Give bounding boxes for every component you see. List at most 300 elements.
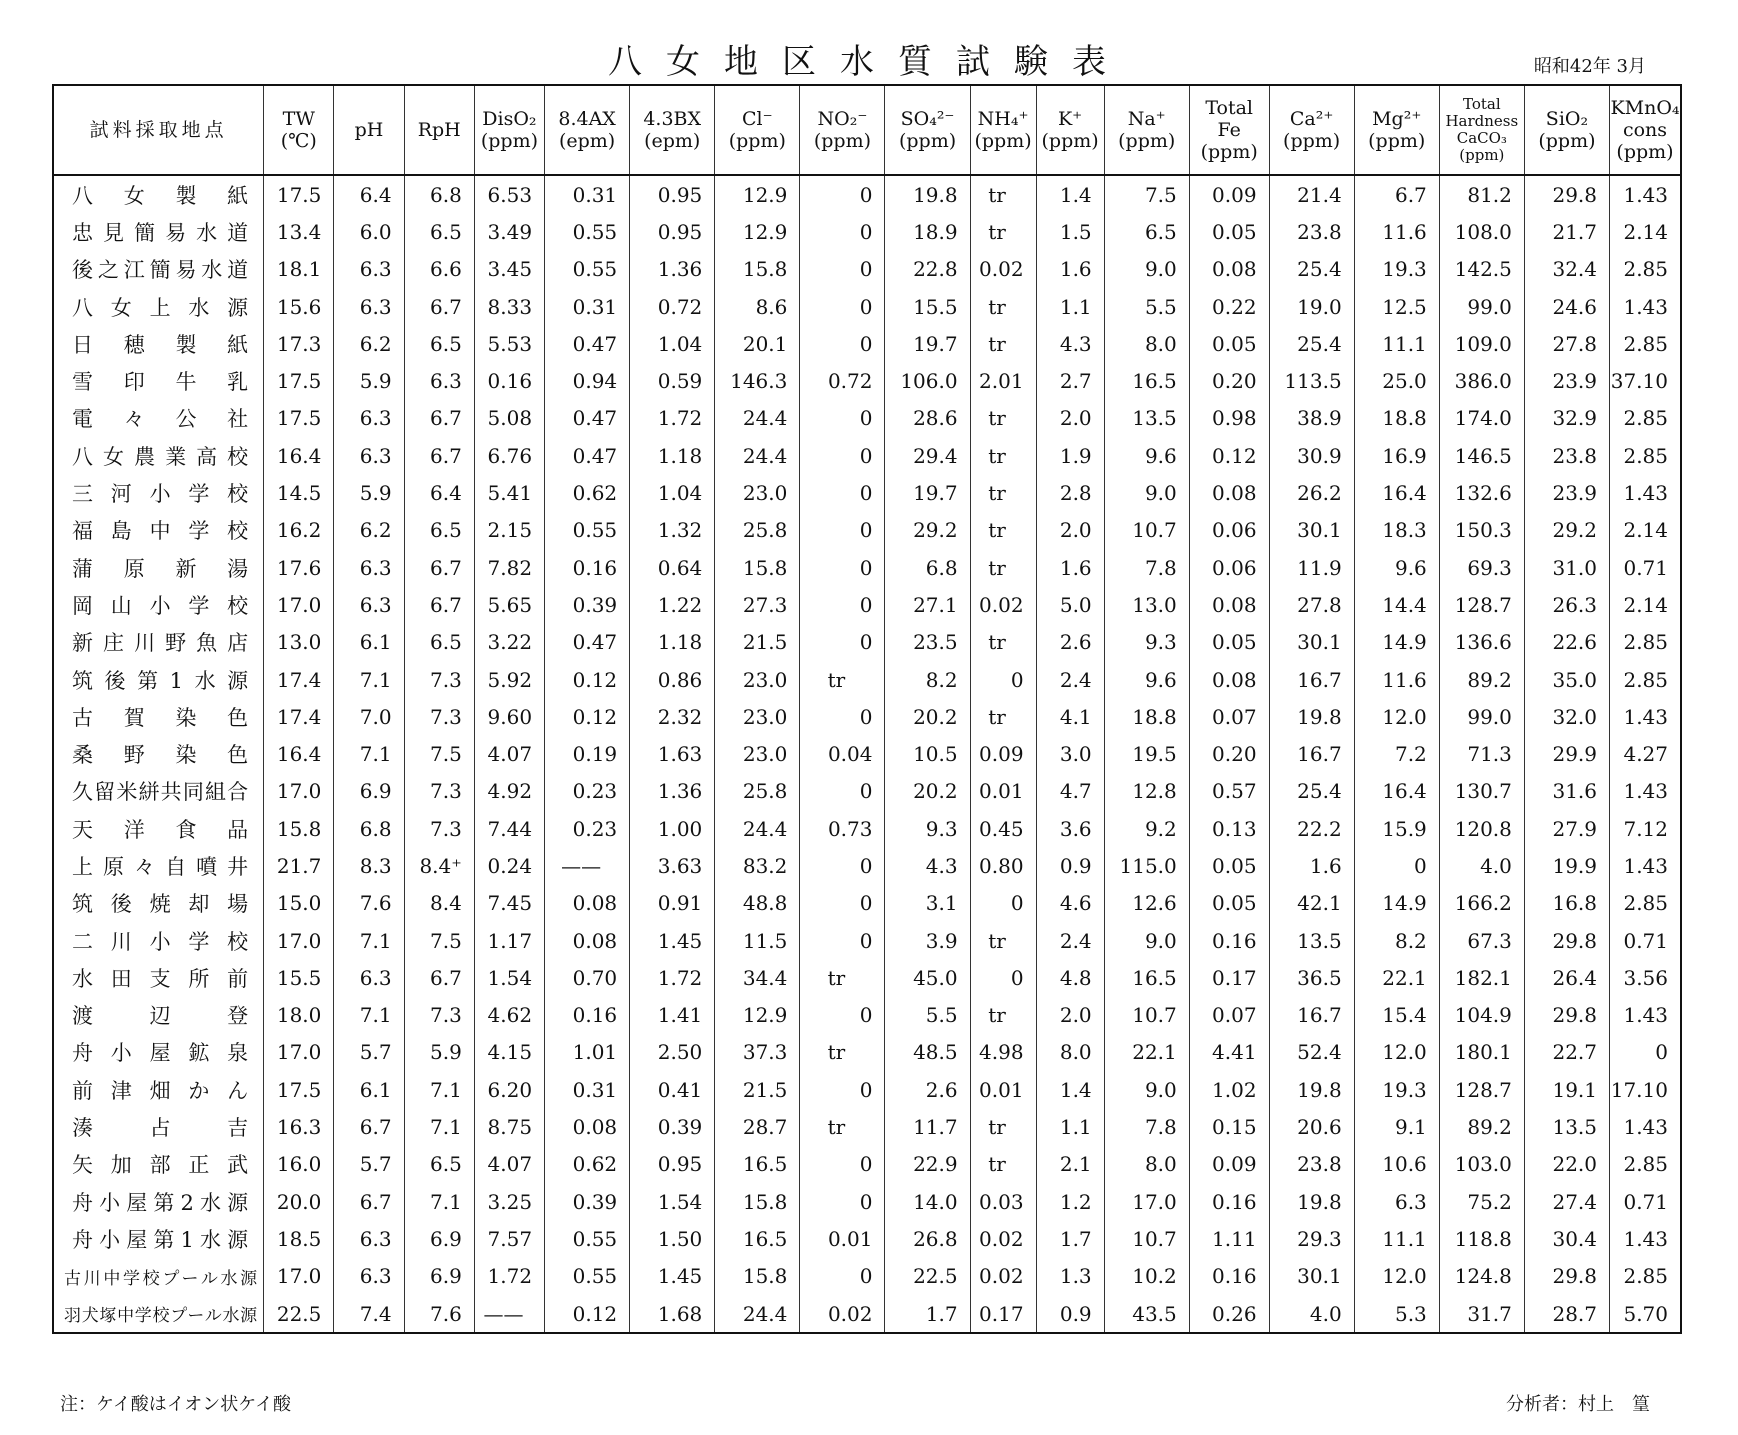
value-cell-diso2: 5.53 [474, 325, 544, 362]
value-cell-na: 9.3 [1104, 624, 1189, 661]
value-cell-na: 9.6 [1104, 661, 1189, 698]
value-cell-no2: 0 [800, 698, 885, 735]
value-cell-sio2: 27.9 [1524, 810, 1609, 847]
value-cell-no2: 0 [800, 549, 885, 586]
value-cell-sio2: 29.2 [1524, 512, 1609, 549]
value-cell-k: 1.9 [1036, 437, 1104, 474]
value-cell-ph: 6.1 [334, 624, 404, 661]
header-tw-line: (℃) [280, 130, 317, 152]
value-cell-cl: 20.1 [715, 325, 800, 362]
site-name-cell: 前津畑かん [53, 1071, 264, 1108]
value-cell-rph: 7.1 [404, 1183, 474, 1220]
value-cell-ax: 0.12 [545, 1295, 630, 1333]
header-hard-line: (ppm) [1459, 146, 1505, 164]
value-cell-mg: 25.0 [1354, 362, 1439, 399]
value-cell-no2: tr [800, 661, 885, 698]
value-cell-sio2: 23.9 [1524, 362, 1609, 399]
value-cell-cl: 48.8 [715, 885, 800, 922]
site-name-cell: 天洋食品 [53, 810, 264, 847]
value-cell-na: 9.2 [1104, 810, 1189, 847]
value-cell-mg: 0 [1354, 847, 1439, 884]
value-cell-mg: 12.0 [1354, 1258, 1439, 1295]
value-cell-cl: 28.7 [715, 1108, 800, 1145]
value-cell-na: 10.2 [1104, 1258, 1189, 1295]
value-cell-kmno4: 1.43 [1610, 288, 1682, 325]
value-cell-tw: 17.0 [264, 773, 334, 810]
value-cell-rph: 5.9 [404, 1034, 474, 1071]
value-cell-ax: 1.01 [545, 1034, 630, 1071]
value-cell-na: 10.7 [1104, 1220, 1189, 1257]
value-cell-nh4: 0.02 [970, 1220, 1036, 1257]
value-cell-ph: 6.3 [334, 251, 404, 288]
value-cell-nh4: 0.45 [970, 810, 1036, 847]
value-cell-k: 4.3 [1036, 325, 1104, 362]
value-cell-ph: 6.3 [334, 400, 404, 437]
value-cell-so4: 18.9 [885, 213, 970, 250]
table-row [53, 288, 1681, 325]
value-cell-ca: 16.7 [1269, 997, 1354, 1034]
value-cell-na: 18.8 [1104, 698, 1189, 735]
value-cell-no2: 0 [800, 1071, 885, 1108]
header-k-line: (ppm) [1041, 130, 1099, 152]
value-cell-rph: 7.1 [404, 1071, 474, 1108]
value-cell-rph: 7.3 [404, 997, 474, 1034]
header-bx-line: (epm) [644, 130, 701, 152]
header-ax-line: (epm) [558, 130, 616, 152]
value-cell-ph: 5.9 [334, 474, 404, 511]
value-cell-diso2: 7.82 [474, 549, 544, 586]
value-cell-ax: 0.55 [545, 1220, 630, 1257]
value-cell-mg: 12.0 [1354, 1034, 1439, 1071]
value-cell-k: 0.9 [1036, 1295, 1104, 1333]
value-cell-diso2: 6.76 [474, 437, 544, 474]
value-cell-na: 43.5 [1104, 1295, 1189, 1333]
value-cell-bx: 1.63 [630, 735, 715, 772]
value-cell-sio2: 30.4 [1524, 1220, 1609, 1257]
header-mg-line: Mg²⁺ [1372, 108, 1422, 130]
value-cell-hard: 99.0 [1439, 698, 1524, 735]
value-cell-nh4: tr [970, 1108, 1036, 1145]
value-cell-rph: 6.7 [404, 549, 474, 586]
value-cell-mg: 11.6 [1354, 213, 1439, 250]
table-row [53, 773, 1681, 810]
value-cell-hard: 108.0 [1439, 213, 1524, 250]
value-cell-bx: 0.86 [630, 661, 715, 698]
site-name-cell: 雪印牛乳 [53, 362, 264, 399]
value-cell-ph: 7.1 [334, 997, 404, 1034]
value-cell-ca: 23.8 [1269, 213, 1354, 250]
value-cell-ph: 6.9 [334, 773, 404, 810]
header-na-line: (ppm) [1118, 130, 1176, 152]
value-cell-mg: 15.9 [1354, 810, 1439, 847]
value-cell-hard: 120.8 [1439, 810, 1524, 847]
value-cell-na: 22.1 [1104, 1034, 1189, 1071]
value-cell-k: 2.0 [1036, 997, 1104, 1034]
value-cell-tw: 16.4 [264, 437, 334, 474]
value-cell-ca: 42.1 [1269, 885, 1354, 922]
value-cell-so4: 3.9 [885, 922, 970, 959]
value-cell-ph: 6.3 [334, 549, 404, 586]
header-ca [1269, 85, 1354, 175]
value-cell-fe: 0.12 [1189, 437, 1269, 474]
value-cell-k: 2.7 [1036, 362, 1104, 399]
value-cell-tw: 16.4 [264, 735, 334, 772]
value-cell-nh4: 0.01 [970, 1071, 1036, 1108]
value-cell-ax: 0.47 [545, 400, 630, 437]
value-cell-k: 2.6 [1036, 624, 1104, 661]
value-cell-hard: 103.0 [1439, 1146, 1524, 1183]
value-cell-rph: 6.7 [404, 400, 474, 437]
value-cell-na: 6.5 [1104, 213, 1189, 250]
value-cell-k: 1.6 [1036, 251, 1104, 288]
value-cell-ax: 0.08 [545, 885, 630, 922]
value-cell-k: 8.0 [1036, 1034, 1104, 1071]
value-cell-mg: 12.5 [1354, 288, 1439, 325]
value-cell-mg: 16.4 [1354, 773, 1439, 810]
value-cell-ax: 0.31 [545, 288, 630, 325]
value-cell-ph: 7.1 [334, 735, 404, 772]
value-cell-kmno4: 2.14 [1610, 512, 1682, 549]
value-cell-ax: 0.55 [545, 512, 630, 549]
header-tw [264, 85, 334, 175]
value-cell-bx: 1.36 [630, 251, 715, 288]
value-cell-ca: 30.1 [1269, 1258, 1354, 1295]
value-cell-nh4: tr [970, 624, 1036, 661]
value-cell-bx: 0.41 [630, 1071, 715, 1108]
date-label: 昭和42年 3月 [1533, 56, 1646, 77]
site-name-cell: 湊占吉 [53, 1108, 264, 1145]
value-cell-no2: 0 [800, 847, 885, 884]
value-cell-nh4: tr [970, 1146, 1036, 1183]
value-cell-fe: 1.02 [1189, 1071, 1269, 1108]
table-row [53, 847, 1681, 884]
table-row [53, 362, 1681, 399]
value-cell-ca: 19.0 [1269, 288, 1354, 325]
value-cell-sio2: 23.9 [1524, 474, 1609, 511]
value-cell-hard: 118.8 [1439, 1220, 1524, 1257]
value-cell-ca: 19.8 [1269, 698, 1354, 735]
value-cell-so4: 4.3 [885, 847, 970, 884]
site-name-cell: 筑後焼却場 [53, 885, 264, 922]
value-cell-fe: 0.08 [1189, 586, 1269, 623]
value-cell-so4: 48.5 [885, 1034, 970, 1071]
value-cell-bx: 1.50 [630, 1220, 715, 1257]
value-cell-sio2: 26.3 [1524, 586, 1609, 623]
site-name-cell: 岡山小学校 [53, 586, 264, 623]
value-cell-k: 4.7 [1036, 773, 1104, 810]
header-no2 [800, 85, 885, 175]
table-row [53, 474, 1681, 511]
value-cell-sio2: 29.8 [1524, 997, 1609, 1034]
value-cell-diso2: 5.65 [474, 586, 544, 623]
value-cell-diso2: 6.53 [474, 175, 544, 213]
value-cell-ca: 27.8 [1269, 586, 1354, 623]
value-cell-na: 8.0 [1104, 325, 1189, 362]
value-cell-no2: 0.01 [800, 1220, 885, 1257]
table-row [53, 1146, 1681, 1183]
value-cell-bx: 0.91 [630, 885, 715, 922]
value-cell-ax: 0.47 [545, 325, 630, 362]
value-cell-bx: 0.72 [630, 288, 715, 325]
value-cell-diso2: 3.45 [474, 251, 544, 288]
value-cell-so4: 11.7 [885, 1108, 970, 1145]
value-cell-nh4: 4.98 [970, 1034, 1036, 1071]
value-cell-mg: 6.3 [1354, 1183, 1439, 1220]
value-cell-hard: 71.3 [1439, 735, 1524, 772]
value-cell-so4: 19.7 [885, 474, 970, 511]
site-name-cell: 羽犬塚中学校プール水源 [53, 1295, 264, 1333]
value-cell-kmno4: 1.43 [1610, 698, 1682, 735]
table-row [53, 698, 1681, 735]
value-cell-so4: 106.0 [885, 362, 970, 399]
value-cell-ax: 0.62 [545, 474, 630, 511]
value-cell-k: 2.0 [1036, 400, 1104, 437]
value-cell-mg: 16.4 [1354, 474, 1439, 511]
value-cell-rph: 6.8 [404, 175, 474, 213]
header-k-line: K⁺ [1057, 108, 1083, 130]
value-cell-cl: 11.5 [715, 922, 800, 959]
value-cell-tw: 13.0 [264, 624, 334, 661]
value-cell-k: 3.0 [1036, 735, 1104, 772]
value-cell-kmno4: 0.71 [1610, 922, 1682, 959]
value-cell-fe: 0.15 [1189, 1108, 1269, 1145]
value-cell-fe: 0.09 [1189, 175, 1269, 213]
value-cell-hard: 150.3 [1439, 512, 1524, 549]
value-cell-nh4: 2.01 [970, 362, 1036, 399]
header-kmno4-line: (ppm) [1616, 141, 1674, 163]
value-cell-tw: 16.3 [264, 1108, 334, 1145]
header-mg-line: (ppm) [1368, 130, 1426, 152]
value-cell-na: 9.6 [1104, 437, 1189, 474]
value-cell-na: 10.7 [1104, 997, 1189, 1034]
value-cell-rph: 6.7 [404, 586, 474, 623]
value-cell-ax: 0.39 [545, 586, 630, 623]
value-cell-mg: 12.0 [1354, 698, 1439, 735]
value-cell-mg: 18.3 [1354, 512, 1439, 549]
value-cell-diso2: 4.92 [474, 773, 544, 810]
value-cell-so4: 22.8 [885, 251, 970, 288]
value-cell-tw: 16.0 [264, 1146, 334, 1183]
site-name-cell: 筑後第1水源 [53, 661, 264, 698]
value-cell-bx: 1.22 [630, 586, 715, 623]
header-hard-line: CaCO₃ [1456, 129, 1507, 147]
value-cell-k: 1.1 [1036, 288, 1104, 325]
value-cell-k: 1.5 [1036, 213, 1104, 250]
value-cell-ax: 0.31 [545, 175, 630, 213]
value-cell-diso2: 4.07 [474, 1146, 544, 1183]
value-cell-nh4: 0.02 [970, 1258, 1036, 1295]
value-cell-so4: 29.2 [885, 512, 970, 549]
value-cell-bx: 2.32 [630, 698, 715, 735]
value-cell-sio2: 31.0 [1524, 549, 1609, 586]
value-cell-tw: 16.2 [264, 512, 334, 549]
value-cell-bx: 0.95 [630, 1146, 715, 1183]
value-cell-rph: 6.9 [404, 1258, 474, 1295]
value-cell-no2: 0 [800, 922, 885, 959]
value-cell-so4: 19.8 [885, 175, 970, 213]
value-cell-cl: 12.9 [715, 997, 800, 1034]
value-cell-rph: 6.7 [404, 288, 474, 325]
value-cell-k: 1.3 [1036, 1258, 1104, 1295]
value-cell-kmno4: 0 [1610, 1034, 1682, 1071]
table-row [53, 213, 1681, 250]
value-cell-diso2: 2.15 [474, 512, 544, 549]
value-cell-k: 1.2 [1036, 1183, 1104, 1220]
value-cell-nh4: tr [970, 698, 1036, 735]
value-cell-cl: 15.8 [715, 251, 800, 288]
water-quality-table-container [52, 84, 1682, 1334]
site-name-cell: 舟小屋鉱泉 [53, 1034, 264, 1071]
value-cell-sio2: 32.0 [1524, 698, 1609, 735]
value-cell-cl: 25.8 [715, 512, 800, 549]
value-cell-kmno4: 5.70 [1610, 1295, 1682, 1333]
value-cell-fe: 0.07 [1189, 698, 1269, 735]
value-cell-diso2: 1.17 [474, 922, 544, 959]
value-cell-nh4: 0.01 [970, 773, 1036, 810]
value-cell-no2: 0 [800, 325, 885, 362]
value-cell-nh4: tr [970, 997, 1036, 1034]
value-cell-fe: 0.08 [1189, 251, 1269, 288]
value-cell-ca: 1.6 [1269, 847, 1354, 884]
value-cell-so4: 22.9 [885, 1146, 970, 1183]
value-cell-ax: 0.94 [545, 362, 630, 399]
site-name-cell: 渡辺登 [53, 997, 264, 1034]
value-cell-kmno4: 1.43 [1610, 474, 1682, 511]
value-cell-hard: 182.1 [1439, 959, 1524, 996]
value-cell-ph: 6.1 [334, 1071, 404, 1108]
value-cell-so4: 14.0 [885, 1183, 970, 1220]
value-cell-sio2: 26.4 [1524, 959, 1609, 996]
value-cell-ca: 30.1 [1269, 624, 1354, 661]
value-cell-so4: 19.7 [885, 325, 970, 362]
value-cell-so4: 28.6 [885, 400, 970, 437]
value-cell-ph: 7.1 [334, 661, 404, 698]
value-cell-no2: 0 [800, 474, 885, 511]
site-name-cell: 八女製紙 [53, 175, 264, 213]
value-cell-nh4: tr [970, 288, 1036, 325]
value-cell-fe: 4.41 [1189, 1034, 1269, 1071]
table-row [53, 1183, 1681, 1220]
site-name-cell: 八女上水源 [53, 288, 264, 325]
value-cell-no2: 0 [800, 400, 885, 437]
value-cell-fe: 0.08 [1189, 661, 1269, 698]
table-row [53, 437, 1681, 474]
value-cell-sio2: 35.0 [1524, 661, 1609, 698]
value-cell-cl: 12.9 [715, 175, 800, 213]
value-cell-tw: 15.8 [264, 810, 334, 847]
value-cell-fe: 0.26 [1189, 1295, 1269, 1333]
value-cell-hard: 75.2 [1439, 1183, 1524, 1220]
value-cell-hard: 69.3 [1439, 549, 1524, 586]
header-diso2 [474, 85, 544, 175]
value-cell-rph: 6.5 [404, 624, 474, 661]
table-row [53, 251, 1681, 288]
value-cell-hard: 142.5 [1439, 251, 1524, 288]
value-cell-cl: 24.4 [715, 810, 800, 847]
site-name-cell: 古賀染色 [53, 698, 264, 735]
page-title: 八女地区水質試験表 [608, 42, 1130, 82]
header-sio2 [1524, 85, 1609, 175]
value-cell-fe: 0.05 [1189, 213, 1269, 250]
value-cell-nh4: 0.17 [970, 1295, 1036, 1333]
value-cell-tw: 17.0 [264, 1258, 334, 1295]
value-cell-ca: 13.5 [1269, 922, 1354, 959]
value-cell-kmno4: 37.10 [1610, 362, 1682, 399]
value-cell-sio2: 29.8 [1524, 175, 1609, 213]
value-cell-kmno4: 4.27 [1610, 735, 1682, 772]
site-name-cell: 二川小学校 [53, 922, 264, 959]
value-cell-kmno4: 3.56 [1610, 959, 1682, 996]
value-cell-fe: 0.20 [1189, 735, 1269, 772]
header-no2-line: NO₂⁻ [817, 108, 868, 130]
value-cell-ph: 5.7 [334, 1034, 404, 1071]
value-cell-rph: 7.6 [404, 1295, 474, 1333]
value-cell-cl: 25.8 [715, 773, 800, 810]
value-cell-na: 5.5 [1104, 288, 1189, 325]
value-cell-k: 1.1 [1036, 1108, 1104, 1145]
value-cell-sio2: 16.8 [1524, 885, 1609, 922]
value-cell-nh4: 0.09 [970, 735, 1036, 772]
value-cell-tw: 17.6 [264, 549, 334, 586]
value-cell-no2: 0 [800, 175, 885, 213]
value-cell-cl: 15.8 [715, 1183, 800, 1220]
value-cell-ph: 6.7 [334, 1108, 404, 1145]
value-cell-diso2: 5.08 [474, 400, 544, 437]
value-cell-mg: 6.7 [1354, 175, 1439, 213]
header-fe-line: Fe [1217, 119, 1241, 141]
value-cell-k: 1.4 [1036, 175, 1104, 213]
value-cell-mg: 5.3 [1354, 1295, 1439, 1333]
value-cell-ca: 21.4 [1269, 175, 1354, 213]
value-cell-diso2: 8.33 [474, 288, 544, 325]
header-diso2-line: (ppm) [480, 130, 539, 152]
value-cell-hard: 174.0 [1439, 400, 1524, 437]
header-no2-line: (ppm) [813, 130, 872, 152]
site-name-cell: 電々公社 [53, 400, 264, 437]
value-cell-no2: 0 [800, 1183, 885, 1220]
header-kmno4 [1610, 85, 1682, 175]
table-row [53, 1108, 1681, 1145]
site-name-cell: 忠見簡易水道 [53, 213, 264, 250]
site-name-cell: 後之江簡易水道 [53, 251, 264, 288]
value-cell-ph: 6.2 [334, 512, 404, 549]
value-cell-diso2: 0.16 [474, 362, 544, 399]
value-cell-ca: 11.9 [1269, 549, 1354, 586]
value-cell-ph: 7.1 [334, 922, 404, 959]
header-site [53, 85, 264, 175]
value-cell-fe: 0.16 [1189, 1183, 1269, 1220]
site-name-cell: 舟小屋第1水源 [53, 1220, 264, 1257]
value-cell-kmno4: 17.10 [1610, 1071, 1682, 1108]
value-cell-rph: 8.4⁺ [404, 847, 474, 884]
value-cell-cl: 12.9 [715, 213, 800, 250]
value-cell-cl: 27.3 [715, 586, 800, 623]
header-fe-line: Total [1205, 97, 1253, 119]
value-cell-rph: 6.3 [404, 362, 474, 399]
header-kmno4-line: cons [1622, 119, 1668, 141]
value-cell-k: 2.4 [1036, 661, 1104, 698]
value-cell-bx: 1.72 [630, 959, 715, 996]
value-cell-k: 3.6 [1036, 810, 1104, 847]
value-cell-cl: 16.5 [715, 1146, 800, 1183]
value-cell-ca: 38.9 [1269, 400, 1354, 437]
analyst-label: 分析者：村上 篁 [1506, 1394, 1650, 1415]
value-cell-kmno4: 0.71 [1610, 549, 1682, 586]
value-cell-so4: 20.2 [885, 698, 970, 735]
value-cell-bx: 1.04 [630, 325, 715, 362]
value-cell-cl: 24.4 [715, 437, 800, 474]
value-cell-ca: 19.8 [1269, 1071, 1354, 1108]
